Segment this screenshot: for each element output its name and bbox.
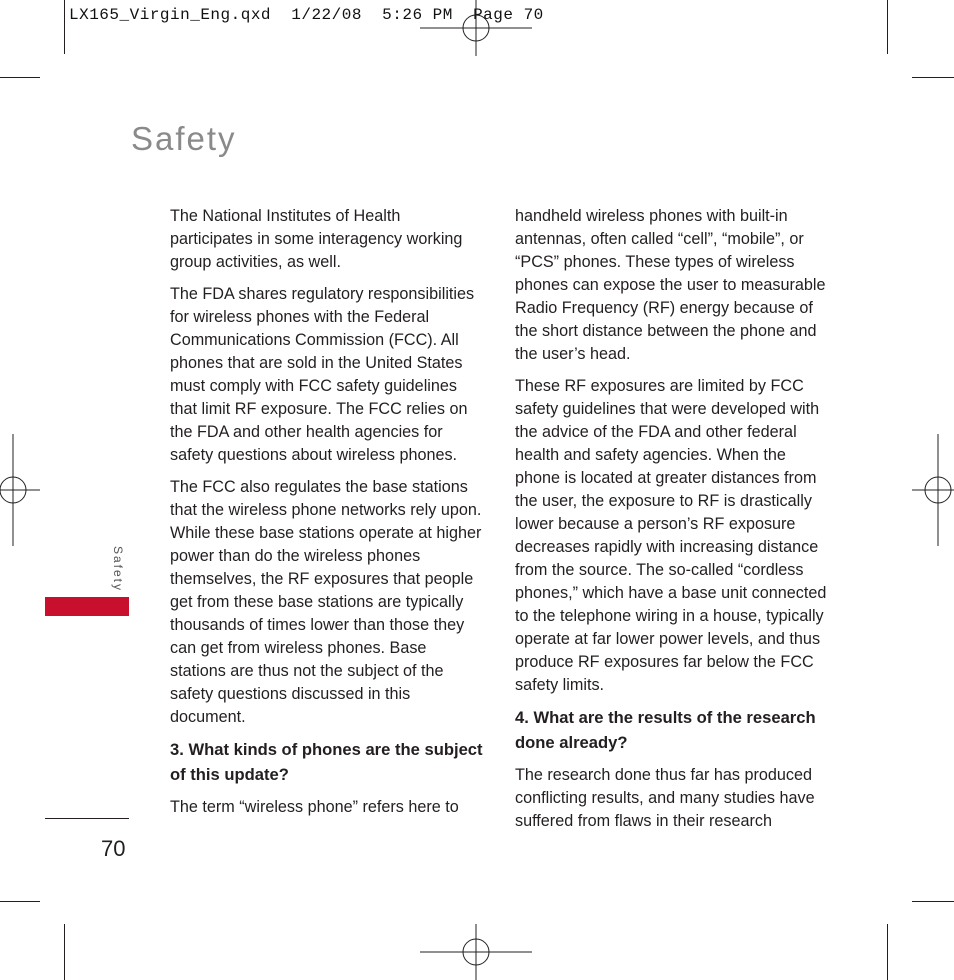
paragraph: The National Institutes of Health participates in some interagency working group activities, as well. xyxy=(170,207,463,271)
paragraph: These RF exposures are limited by FCC safety guidelines that were developed with the advice of the FDA and other federal health and safety agencies. When the phone is located at greater distances from the user, the exposure to RF is drastically lower because a person’s RF exposure decreases rapidly with increasing distance from the source. The so-called “cordless phones,” which have a base unit connected to the telephone wiring in a house, typically operate at far lower power levels, and thus produce RF exposures far below the FCC safety limits. xyxy=(515,377,827,694)
crop-mark xyxy=(0,77,40,78)
paragraph: The FCC also regulates the base stations that the wireless phone networks rely upon. While these base stations operate at higher power than do the wireless phones themselves, the RF exposures that people get from these base stations are typically thousands of times lower than those they can get from wireless phones. Base stations are thus not the subject of the safety questions discussed in this document. xyxy=(170,478,482,726)
crop-mark xyxy=(912,77,954,78)
text-column-left xyxy=(170,205,485,828)
page-number: 70 xyxy=(101,836,126,861)
paragraph: The FDA shares regulatory responsibilities for wireless phones with the Federal Communications Commission (FCC). All phones that are sold in the United States must comply with FCC safety guidelines that limit RF exposure. The FCC relies on the FDA and other health agencies for safety questions about wireless phones. xyxy=(170,285,475,464)
section-tab-label: Safety xyxy=(111,546,125,593)
crop-mark xyxy=(64,0,65,54)
print-slug-line: LX165_Virgin_Eng.qxd 1/22/08 5:26 PM Page 70 xyxy=(69,6,544,24)
question-heading: 3. What kinds of phones are the subject of this update? xyxy=(170,740,483,784)
paragraph: The research done thus far has produced conflicting results, and many studies have suffered from flaws in their research xyxy=(515,766,815,830)
text-column-right xyxy=(515,205,827,842)
question-heading: 4. What are the results of the research done already? xyxy=(515,708,816,752)
crop-mark xyxy=(887,924,888,980)
section-tab-bar xyxy=(45,597,129,616)
registration-mark-right xyxy=(912,434,954,546)
crop-mark xyxy=(64,924,65,980)
page-title: Safety xyxy=(131,120,237,157)
crop-mark xyxy=(887,0,888,54)
registration-mark-left xyxy=(0,434,40,546)
paragraph: handheld wireless phones with built-in antennas, often called “cell”, “mobile”, or “PCS” phones. These types of wireless phones can expose the user to measurable Radio Frequency (RF) energy because of the short distance between the phone and the user’s head. xyxy=(515,207,826,363)
registration-mark-top xyxy=(420,0,532,56)
footer-rule xyxy=(45,818,129,819)
crop-mark xyxy=(0,901,40,902)
paragraph: The term “wireless phone” refers here to xyxy=(170,798,459,816)
crop-mark xyxy=(912,901,954,902)
registration-mark-bottom xyxy=(420,924,532,980)
